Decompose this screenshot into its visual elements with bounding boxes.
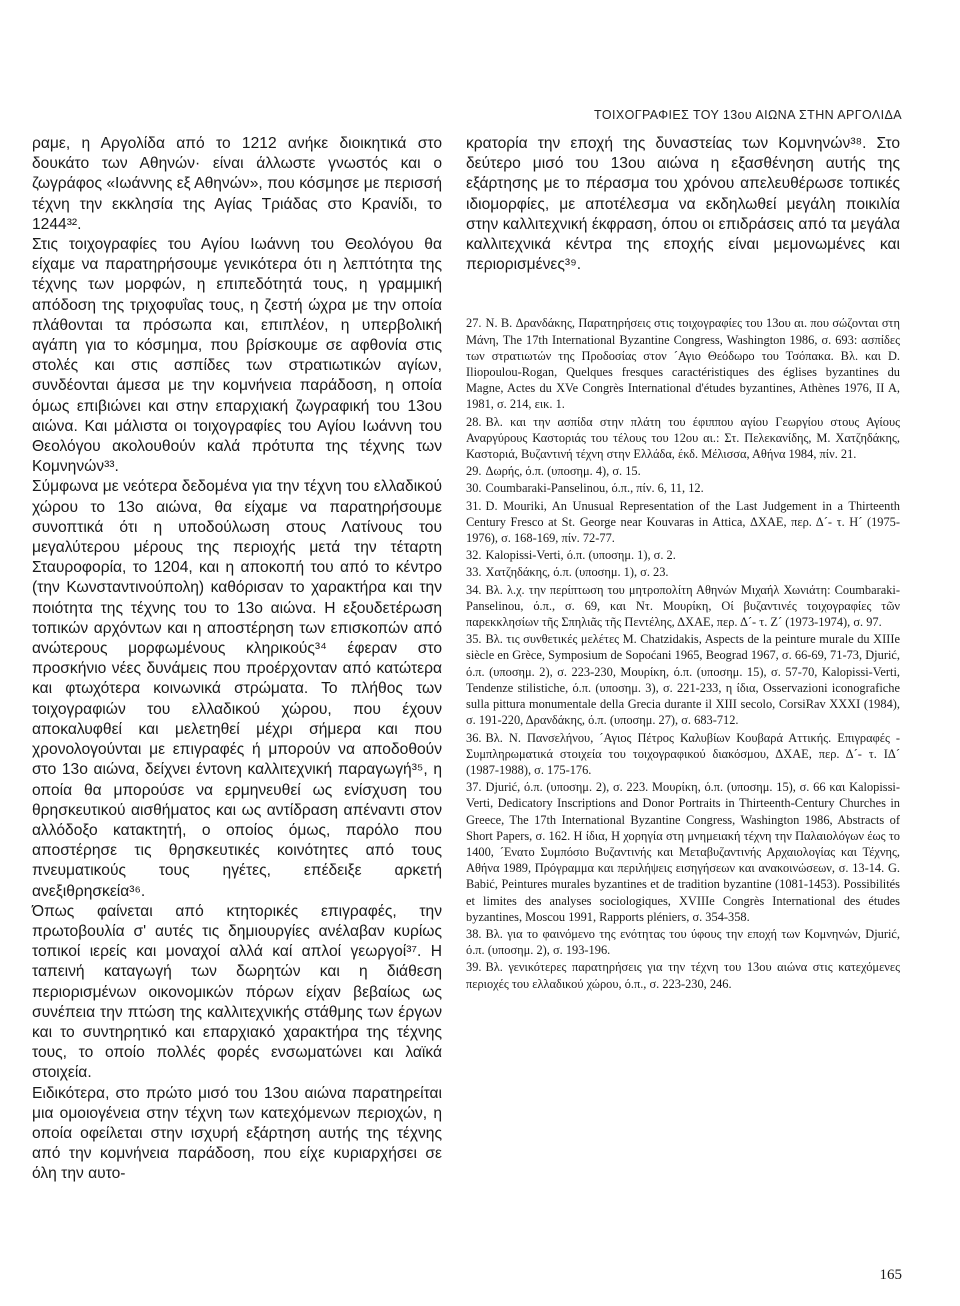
- footnote: 29. Δωρής, ό.π. (υποσημ. 4), σ. 15.: [466, 464, 641, 479]
- main-text-left-column: [32, 134, 442, 1185]
- body-paragraph-continuation: κρατορία την εποχή της δυναστείας των Κομνηνών³⁸. Στο δεύτερο μισό του 13ου αιώνα η εξασθένηση αυτής της εξάρτησης με το πέρασμα του χρόνου απελευθέρωσε τοπικές ιδιομορφίες, με αποτέλεσμα να εκδηλωθεί μεγάλη ποικιλία στην καλλιτεχνική έκφραση, όπου οι επιδράσεις από τα μεγάλα καλλιτεχνικά κέντρα της εποχής είναι μεμονωμένες και περιορισμένες³⁹.: [466, 135, 900, 274]
- footnote: 38. Βλ. για το φαινόμενο της ενότητας του ύφους την εποχή των Κομνηνών, Djurić, ό.π. (υποσημ. 2), σ. 193-196.: [466, 926, 900, 958]
- footnote: 37. Djurić, ό.π. (υποσημ. 2), σ. 223. Μουρίκη, ό.π. (υποσημ. 15), σ. 66 και Kalopissi-Verti, Dedicatory Inscriptions and Donor Portraits in Thirteenth-Century Churches in Greece, The 17th International Byzantine Congress, Washington 1986, Abstracts of Short Papers, σ. 162. Η ίδια, Η χορηγία στη μνημειακή τέχνη την Παλαιολόγων έως το 1400, ´Ενατο Συμπόσιο Βυζαντινής και Μεταβυζαντινής Αρχαιολογίας και Τέχνης, Αθήνα 1989, Πρόγραμμα και περιλήψεις εισηγήσεων και ανακοινώσεων, σ. 13-14. G. Babić, Peintures murales byzantines et de tradition byzantine (1081-1453). Possibilités et limites des analyses sociologiques, XVIIIe Congrès International des études byzantines, Moscou 1991, Rapports pléniers, σ. 354-358.: [466, 780, 900, 924]
- footnote: 28. Βλ. και την ασπίδα στην πλάτη του έφιππου αγίου Γεωργίου στους Αγίους Αναργύρους Καστοριάς του τέλους του 12ου αι.: Στ. Πελεκανίδης, Μ. Χατζηδάκης, Καστοριά, Βυζαντινή τέχνη στην Ελλάδα, έκδ. Μέλισσα, Αθήνα 1984, πίν. 21.: [466, 414, 900, 462]
- body-paragraph: Σύμφωνα με νεότερα δεδομένα για την τέχνη του ελλαδικού χώρου το 13ο αιώνα, θα είχαμε να παρατηρήσουμε συνοπτικά ότι η υποδούλωση στους Λατίνους του μεγαλύτερου μέρους της περιοχής μετά την τέταρτη Σταυροφορία, το 1204, και η αποκοπή του από το κέντρο (την Κωνσταντινούπολη) καθόρισαν το χαρακτήρα και την ποιότητα της τέχνης του το 13ο αιώνα. Η εξουδετέρωση τοπικών αρχόντων και η αποστέρηση των επισκοπών από ανώτερους μορφωμένους κληρικούς³⁴ έφεραν στο προσκήνιο νέες δυνάμεις που προέρχονταν από κατώτερα και φτωχότερα κοινωνικά στρώματα. Το πλήθος των τοιχογραφιών του ελλαδικού χώρου, που έχουν αποκαλυφθεί και μελετηθεί μέχρι σήμερα και που χρονολογούνται με επιγραφές ή μπορούν να αποδοθούν στο 13ο αιώνα, δείχνει έντονη καλλιτεχνική παραγωγή³⁵, η οποία θα μπορούσε να ερμηνευθεί ως ενίσχυση του θρησκευτικού αισθήματος και ως αντίδραση απέναντι στον αλλόδοξο κατακτητή, ο οποίος όμως, παρόλο που αποστέρησε τις θρησκευτικές κοινότητες από τους πνευματικούς τους ηγέτες, επέδειξε αρκετή ανεξιθρησκεία³⁶.: [32, 478, 442, 900]
- page-number: 165: [879, 1267, 902, 1283]
- body-paragraph: Όπως φαίνεται από κτητορικές επιγραφές, την πρωτοβουλία σ' αυτές τις δημιουργίες ανέλαβαν κυρίως τοπικοί ιερείς και μοναχοί αλλά καί απλοί γεωργοί³⁷. Η ταπεινή καταγωγή των δωρητών και η διάθεση περιορισμένων οικονομικών πόρων είχαν βεβαίως ως συνέπεια την πτώση της καλλιτεχνικής στάθμης των έργων και το συντηρητικό και επαρχιακό χαρακτήρα της τέχνης τους, το οποίο πολλές φορές ενσωματώνει και λαϊκά στοιχεία.: [32, 902, 442, 1082]
- right-column: [466, 134, 900, 993]
- footnotes: [466, 315, 900, 991]
- body-paragraph: ραμε, η Αργολίδα από το 1212 ανήκε διοικητικά στο δουκάτο των Αθηνών· είναι άλλωστε γνωστός και ο ζωγράφος «Ιωάννης εξ Αθηνών», που κόσμησε με περισσή τέχνη την εκκλησία της Αγίας Τριάδας στο Κρανίδι, το 1244³².: [32, 135, 442, 233]
- footnote: 32. Kalopissi-Verti, ό.π. (υποσημ. 1), σ. 2.: [466, 548, 676, 563]
- footnote: 30. Coumbaraki-Panselinou, ό.π., πίν. 6, 11, 12.: [466, 481, 704, 496]
- body-paragraph: Ειδικότερα, στο πρώτο μισό του 13ου αιώνα παρατηρείται μια ομοιογένεια στην τέχνη των κατεχόμενων περιοχών, η οποία οφείλεται στην ισχυρή εξάρτηση αυτής της τέχνης από την κομνήνεια παράδοση, που είχε κυριαρχήσει σε όλη την αυτο-: [32, 1084, 442, 1183]
- footnote: 34. Βλ. λ.χ. την περίπτωση του μητροπολίτη Αθηνών Μιχαήλ Χωνιάτη: Coumbaraki-Panselinou, ό.π., σ. 69, και Ντ. Μουρίκη, Οί βυζαντινές τοιχογραφίες τῶν παρεκκλησίων τῆς Σπηλιᾶς τῆς Πεντέλης, ΔΧΑΕ, περ. Δ´- τ. Ζ´ (1973-1974), σ. 97.: [466, 582, 900, 630]
- footnote: 33. Χατζηδάκης, ό.π. (υποσημ. 1), σ. 23.: [466, 565, 669, 580]
- footnote: 36. Βλ. Ν. Πανσελήνου, ´Αγιος Πέτρος Καλυβίων Κουβαρά Αττικής. Επιγραφές - Συμπληρωματικά στοιχεία του τοιχογραφικού διακόσμου, ΔΧΑΕ, περ. Δ´- τ. ΙΔ´ (1987-1988), σ. 175-176.: [466, 730, 900, 777]
- running-header: ΤΟΙΧΟΓΡΑΦΙΕΣ ΤΟΥ 13ου ΑΙΩΝΑ ΣΤΗΝ ΑΡΓΟΛΙΔΑ: [594, 108, 902, 122]
- footnote: 39. Βλ. γενικότερες παρατηρήσεις για την τέχνη του 13ου αιώνα στις κατεχόμενες περιοχές του ελλαδικού χώρου, ό.π., σ. 223-230, 246.: [466, 960, 900, 991]
- body-paragraph: Στις τοιχογραφίες του Αγίου Ιωάννη του Θεολόγου θα είχαμε να παρατηρήσουμε γενικότερα ότι η λεπτότητα της τέχνης των μορφών, η επιπεδότητά τους, η γραμμική απόδοση της τριχοφυΐας τους, η ζεστή ώχρα με την οποία πλάθονται τα πρόσωπα και, επιπλέον, η υπερβολική αγάπη για το κόσμημα, που βρίσκουμε σε αφθονία στις στολές και στις ασπίδες των στρατιωτικών αγίων, συνδέονται άμεσα με την κομνήνεια παράδοση, η οποία όμως επιβιώνει και στην επαρχιακή ζωγραφική του 13ου αιώνα. Και μάλιστα οι τοιχογραφίες του Αγίου Ιωάννη του Θεολόγου ακολουθούν καλά πρότυπα της τέχνης των Κομνηνών³³.: [32, 236, 442, 476]
- footnote: 27. N. B. Δρανδάκης, Παρατηρήσεις στις τοιχογραφίες του 13ου αι. που σώζονται στη Μάνη, The 17th International Byzantine Congress, Washington 1986, σ. 693: ασπίδες των στρατιωτών της Προδοσίας στον ´Αγιο Θεόδωρο του Τσόπακα. Βλ. και D. Iliopoulou-Rogan, Quelques fresques caractéristiques des églises byzantines du Magne, Actes du XVe Congrès International d'études byzantines, Athènes 1976, II A, 1981, σ. 214, εικ. 1.: [466, 316, 900, 412]
- footnote: 35. Βλ. τις συνθετικές μελέτες M. Chatzidakis, Aspects de la peinture murale du XIIIe siècle en Grèce, Symposium de Sopoćani 1965, Beograd 1967, σ. 66-69, 71-73, Djurić, ό.π. (υποσημ. 2), σ. 223-230, Μουρίκη, ό.π. (υποσημ. 15), σ. 57-70, Kalopissi-Verti, Tendenze stilistiche, ό.π. (υποσημ. 3), σ. 221-233, η ίδια, Osservazioni iconografiche sulla pittura monumentale della Grecia durante il XIII secolo, CorsiRav XXXI (1984), σ. 191-220, Δρανδάκης, ό.π. (υποσημ. 27), σ. 683-712.: [466, 632, 900, 728]
- footnote: 31. D. Mouriki, An Unusual Representation of the Last Judgement in a Thirteenth Century Fresco at St. George near Kouvaras in Attica, ΔΧΑΕ, περ. Δ´- τ. Η´ (1975-1976), σ. 168-169, πίν. 72-77.: [466, 498, 900, 546]
